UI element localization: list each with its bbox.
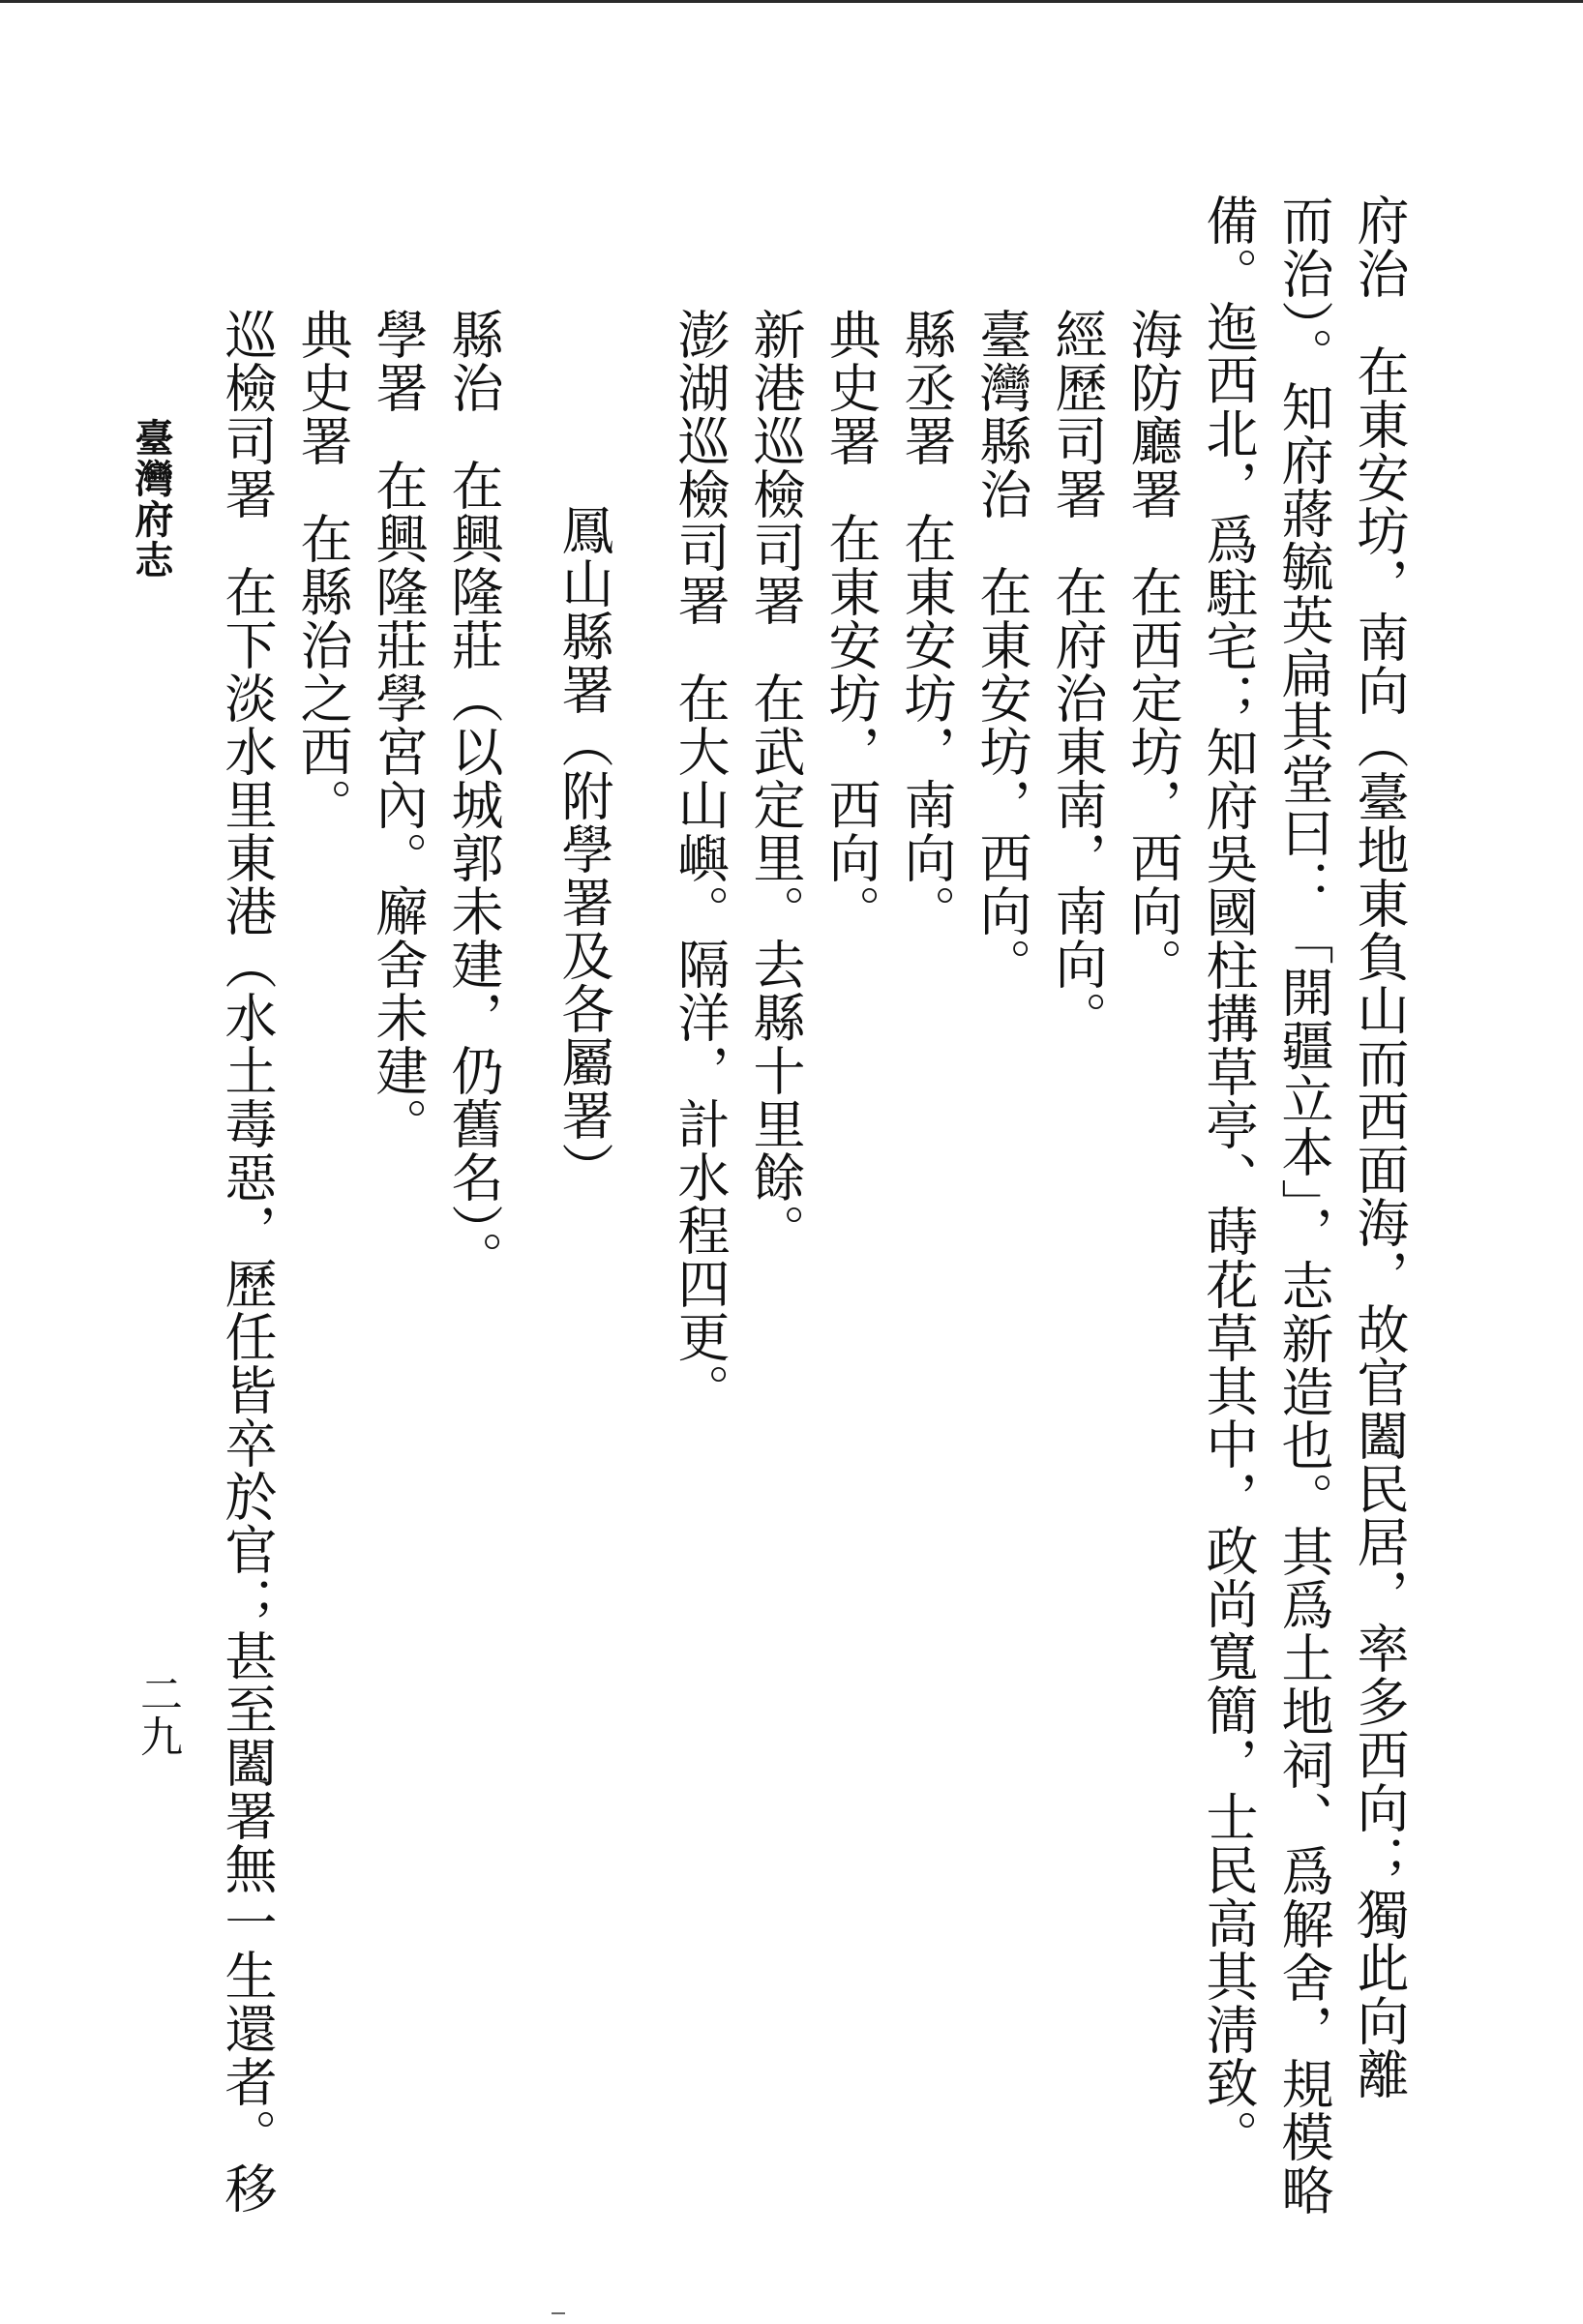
entry-heading: 府治 (1349, 194, 1410, 300)
entry-heading: 學署 (368, 308, 429, 414)
text-column (368, 308, 429, 1150)
entry-text: 在興隆莊（以城郭未建，仍舊名）。 (443, 459, 504, 1284)
text-column (821, 308, 881, 938)
entry-heading: 巡檢司署 (217, 308, 278, 521)
text-column (1349, 194, 1410, 2101)
entry-heading: 澎湖巡檢司署 (670, 308, 731, 627)
entry-text: 而治）。知府蔣毓英扁其堂曰：「開疆立本」，志新造也。其爲土地祠、爲解舍，規模略 (1273, 194, 1334, 2217)
entry-heading: 縣丞署 (896, 308, 957, 467)
entry-text: 在東安坊，南向。 (896, 512, 957, 938)
text-column (1273, 194, 1334, 2217)
entry-text: 在武定里。去縣十里餘。 (745, 671, 806, 1257)
page-number: 二九 (133, 1672, 182, 1757)
entry-text: 備。迤西北，爲駐宅；知府吳國柱搆草亭、蒔花草其中，政尚寬簡，士民高其淸致。 (1198, 194, 1259, 2162)
entry-text: 在東安坊，南向（臺地東負山而西面海，故官闔民居，率多西向；獨此向離 (1349, 344, 1410, 2101)
entry-heading: 新港巡檢司署 (745, 308, 806, 627)
running-title: 臺灣府志 (129, 418, 174, 581)
entry-heading: 縣治 (443, 308, 504, 414)
text-column (217, 308, 278, 2215)
entry-heading: 臺灣縣治 (971, 308, 1032, 521)
text-column (1198, 194, 1259, 2162)
scan-speck (552, 2312, 565, 2314)
entry-heading: 經歷司署 (1047, 308, 1108, 521)
text-column (443, 308, 504, 1284)
text-column (896, 308, 957, 938)
entry-heading: 海防廳署 (1122, 308, 1183, 521)
entry-text: 在大山嶼。隔洋，計水程四更。 (670, 671, 731, 1416)
text-column (292, 308, 353, 831)
entry-text: 在西定坊，西向。 (1122, 565, 1183, 991)
section-heading (553, 503, 614, 1195)
entry-text: 在縣治之西。 (292, 512, 353, 831)
entry-text: 在東安坊，西向。 (971, 565, 1032, 991)
page-top-border (0, 0, 1583, 3)
entry-text: 在下淡水里東港（水土毒惡，歷任皆卒於官；甚至闔署無一生還者。移 (217, 565, 278, 2215)
section-title: 鳳山縣署（附學署及各屬署） (553, 503, 614, 1195)
text-column (670, 308, 731, 1416)
entry-text: 在興隆莊學宮內。廨舍未建。 (368, 459, 429, 1150)
entry-heading: 典史署 (292, 308, 353, 467)
entry-text: 在府治東南，南向。 (1047, 565, 1108, 1044)
text-column (1047, 308, 1108, 1044)
text-column (971, 308, 1032, 991)
text-column (745, 308, 806, 1257)
entry-text: 在東安坊，西向。 (821, 512, 881, 938)
entry-heading: 典史署 (821, 308, 881, 467)
text-column (1122, 308, 1183, 991)
